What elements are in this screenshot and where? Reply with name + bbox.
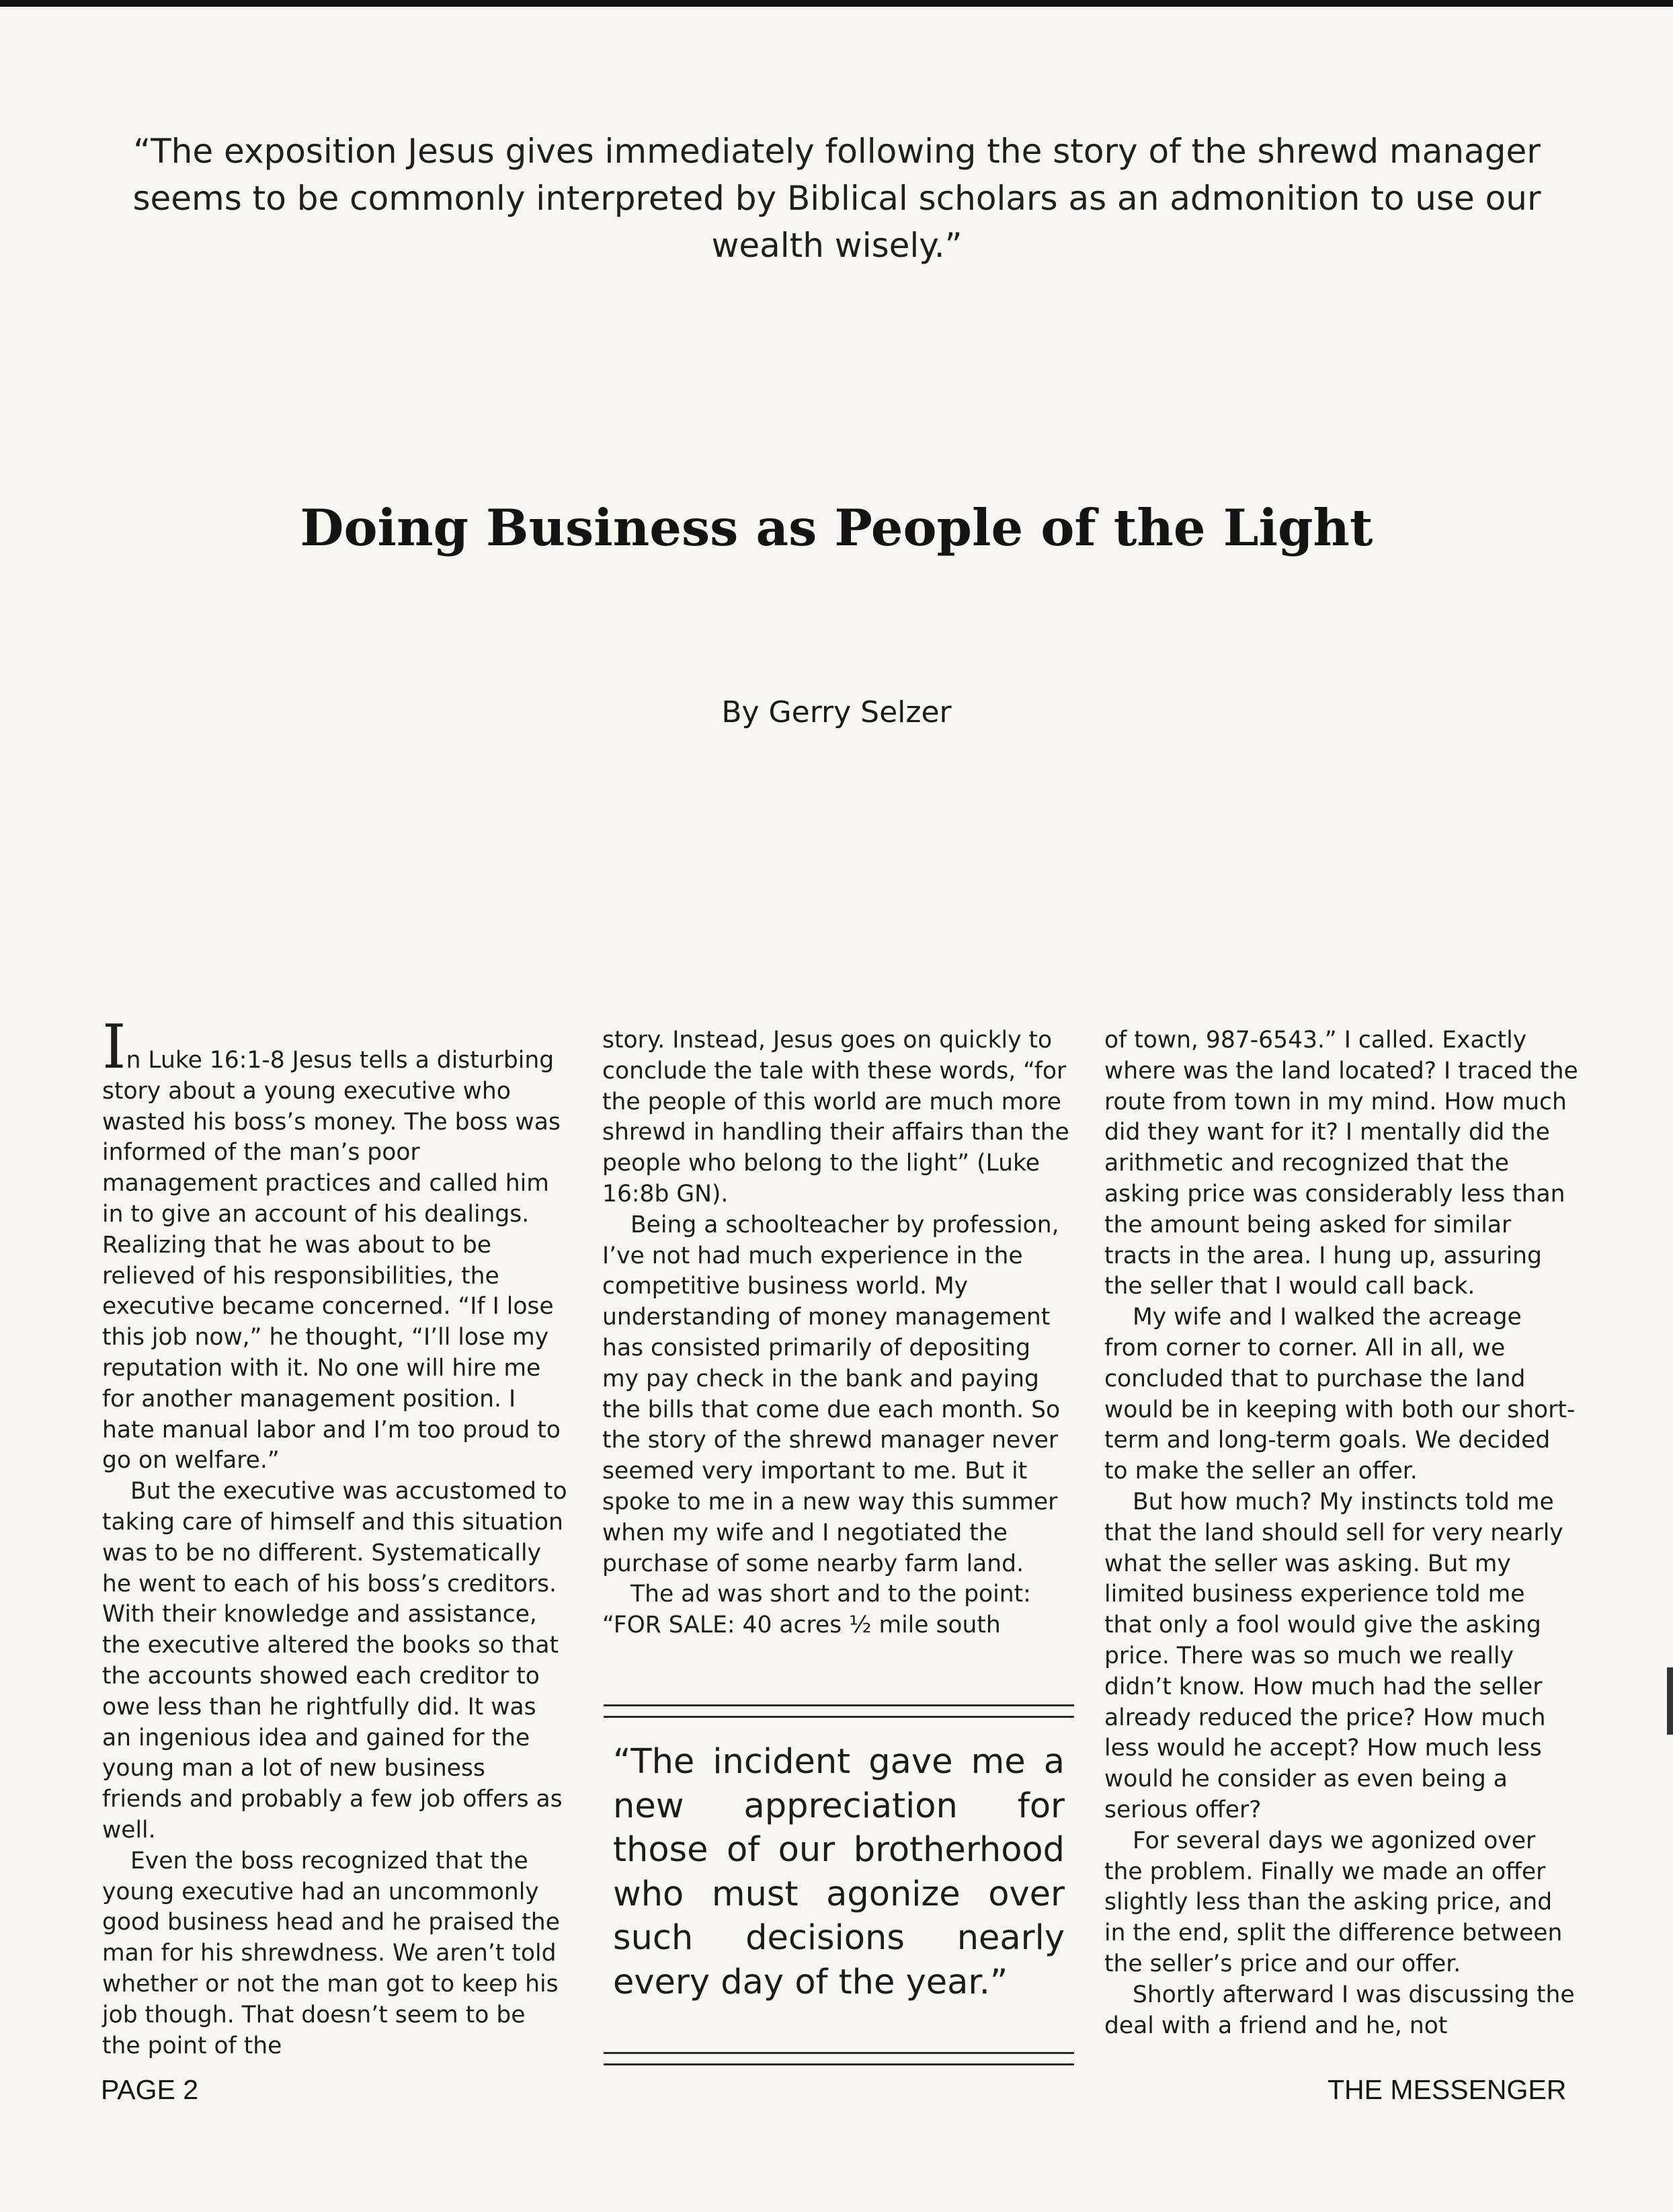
page-number: PAGE 2 [101,2074,199,2105]
column-3-paragraph-1: of town, 987-6543.” I called. Exactly where was the land located? I traced the route from town in my mind. How much did they want for it? I mentally did the arithmetic and recognized that the asking price was considerably less than the amount being asked for similar tracts in the area. I hung up, assuring the seller that I would call back. [1104,1027,1578,1300]
column-3-paragraph-4: For several days we agonized over the problem. Finally we made an offer slightly less than the asking price, and in the end, split the difference between the seller’s price and our offer. [1104,1827,1563,1977]
pull-quote-rule-bottom [604,2052,1074,2065]
column-3-paragraph-2: My wife and I walked the acreage from corner to corner. All in all, we concluded that to purchase the land would be in keeping with both our short-term and long-term goals. We decided to make the seller an offer. [1104,1304,1576,1485]
top-pull-quote: “The exposition Jesus gives immediately following the story of the shrewd manager seems to be commonly interpreted by Biblical scholars as an admonition to use our wealth wisely.” [132,132,1541,265]
article-title: Doing Business as People of the Light [300,498,1373,557]
column-2-paragraph-1: story. Instead, Jesus goes on quickly to conclude the tale with these words, “for the people of this world are much more shrewd in handling their affairs than the people who belong to the light” (Luke 16:8b GN). [602,1027,1069,1208]
article-byline: By Gerry Selzer [721,695,952,729]
column-1-paragraph-3: Even the boss recognized that the young executive had an uncommonly good business head and he praised the man for his shrewdness. We aren’t told whether or not the man got to keep his job though. That doesn’t seem to be the point of the [102,1847,560,2059]
column-3-paragraph-5: Shortly afterward I was discussing the deal with a friend and he, not [1104,1981,1575,2039]
column-1-paragraph-1 [102,1012,569,1476]
column-1-paragraph-2: But the executive was accustomed to taking care of himself and this situation was to be no different. Systematically he went to each of his boss’s creditors. With their knowledge and assistance, the executive altered the books so that the accounts showed each creditor to owe less than he rightfully did. It was an ingenious idea and gained for the young man a lot of new business friends and probably a few job offers as well. [102,1478,567,1844]
drop-cap: I [102,1012,126,1082]
article-column-1 [102,1012,569,2061]
middle-pull-quote: “The incident gave me a new appreciation for those of our brotherhood who must agonize over such decisions nearly every day of the year.” [613,1742,1065,2002]
column-1-paragraph-1-text: n Luke 16:1-8 Jesus tells a disturbing story about a young executive who wasted his boss’s money. The boss was informed of the man’s poor management practices and called him in to give an account of his dealings. Realizing that he was about to be relieved of his responsibilities, the executive became concerned. “If I lose this job now,” he thought, “I’ll lose my reputation with it. No one will hire me for another management position. I hate manual labor and I’m too proud to go on welfare.” [102,1047,561,1474]
article-column-3 [1104,1025,1578,2041]
column-2-paragraph-2: Being a schoolteacher by profession, I’ve not had much experience in the competitive business world. My understanding of money management has consisted primarily of depositing my pay check in the bank and paying the bills that come due each month. So the story of the shrewd manager never seemed very important to me. But it spoke to me in a new way this summer when my wife and I negotiated the purchase of some nearby farm land. [602,1211,1061,1577]
article-column-2 [602,1025,1069,1641]
column-3-paragraph-3: But how much? My instincts told me that the land should sell for very nearly what the seller was asking. But my limited business experience told me that only a fool would give the asking price. There was so much we really didn’t know. How much had the seller already reduced the price? How much less would he accept? How much less would he consider as even being a serious offer? [1104,1488,1563,1823]
page-top-edge [0,0,1673,7]
column-2-paragraph-3: The ad was short and to the point: “FOR SALE: 40 acres ½ mile south [602,1581,1031,1639]
page-edge-mark [1667,1667,1673,1735]
pull-quote-rule-top [604,1704,1074,1718]
publication-name: THE MESSENGER [1328,2074,1567,2105]
